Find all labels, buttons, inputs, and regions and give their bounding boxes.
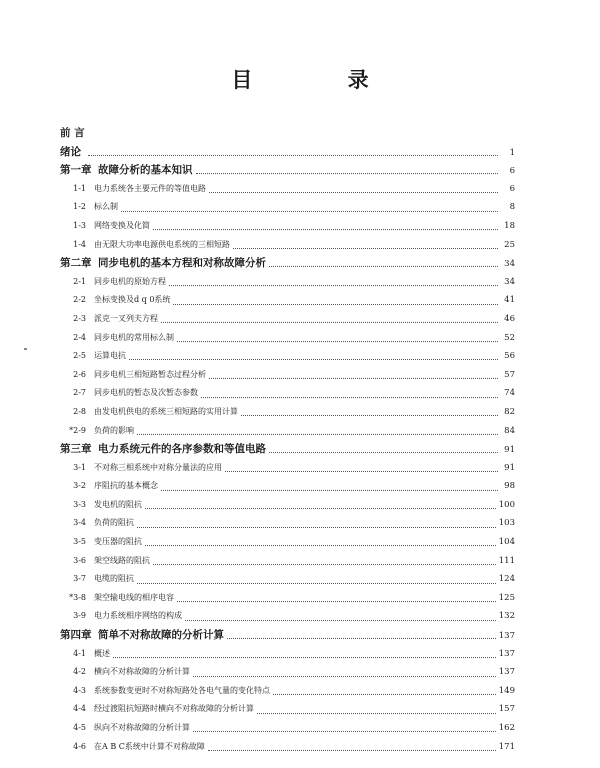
- toc-leader-dots: [113, 656, 496, 658]
- toc-section-row: [60, 570, 515, 589]
- toc-page-number: 91: [504, 462, 515, 473]
- toc-chapter-row: [60, 254, 515, 273]
- toc-leader-dots: [209, 191, 498, 193]
- toc-title: 发电机的阻抗: [94, 499, 142, 509]
- toc-number: 3-5: [73, 537, 86, 547]
- toc-section-row: [60, 589, 515, 608]
- toc-leader-dots: [193, 675, 496, 677]
- toc-page-number: 104: [498, 537, 515, 548]
- toc-page-number: 98: [504, 481, 515, 492]
- toc-number: 2-3: [73, 313, 86, 323]
- toc-leader-dots: [273, 693, 496, 695]
- toc-number: 第二章: [60, 257, 92, 270]
- toc-number: 2-8: [73, 406, 86, 416]
- toc-page-number: 34: [504, 276, 515, 287]
- toc-leader-dots: [137, 582, 496, 584]
- toc-leader-dots: [193, 730, 496, 732]
- toc-title: 同步电机的暂态及次暂态参数: [94, 388, 198, 398]
- toc-section-row: [60, 347, 515, 366]
- page-title: 目 录: [231, 68, 413, 92]
- toc-chapter-row: [60, 143, 515, 162]
- toc-page-number: 137: [498, 667, 515, 678]
- toc-number: 1-3: [73, 220, 86, 230]
- toc-title: 同步电机的基本方程和对称故障分析: [98, 257, 266, 270]
- toc-section-row: [60, 477, 515, 496]
- toc-title: 电力系统元件的各序参数和等值电路: [98, 443, 266, 456]
- toc-title: 派克一叉列夫方程: [94, 313, 158, 323]
- toc-leader-dots: [145, 544, 496, 546]
- toc-title: 横向不对称故障的分析计算: [94, 667, 190, 677]
- toc-section-row: [60, 514, 515, 533]
- toc-number: 2-6: [73, 369, 86, 379]
- toc-section-row: [60, 533, 515, 552]
- toc-leader-dots: [269, 265, 498, 267]
- toc-section-row: [60, 422, 515, 441]
- toc-leader-dots: [137, 433, 498, 435]
- toc-leader-dots: [161, 489, 498, 491]
- toc-leader-dots: [177, 340, 498, 342]
- toc-section-row: [60, 366, 515, 385]
- toc-section-row: [60, 719, 515, 738]
- toc-page-number: 1: [509, 147, 515, 158]
- toc-leader-dots: [129, 358, 498, 360]
- toc-leader-dots: [177, 600, 496, 602]
- toc-title: 概述: [94, 648, 110, 658]
- toc-number: 3-3: [73, 499, 86, 509]
- toc-page-number: 6: [509, 166, 515, 177]
- toc-section-row: [60, 682, 515, 701]
- toc-title: 不对称三相系统中对称分量法的应用: [94, 462, 222, 472]
- toc-page-number: 82: [504, 406, 515, 417]
- toc-page-number: 132: [498, 611, 515, 622]
- toc-title: 电力系统各主要元件的等值电路: [94, 183, 206, 193]
- toc-number: 3-6: [73, 555, 86, 565]
- toc-page-number: 18: [504, 220, 515, 231]
- toc-section-row: [60, 329, 515, 348]
- toc-title: 坐标变换及d q 0系统: [94, 295, 171, 305]
- toc-title: 系统参数变更时不对称短路处各电气量的变化特点: [94, 685, 270, 695]
- toc-number: 3-2: [73, 481, 86, 491]
- toc-page-number: 149: [498, 685, 515, 696]
- toc-number: 1-1: [73, 183, 86, 193]
- toc-page-number: 41: [504, 295, 515, 306]
- toc-title: 电缆的阻抗: [94, 574, 134, 584]
- toc-title: 同步电机的原始方程: [94, 276, 166, 286]
- toc-page-number: 56: [504, 351, 515, 362]
- toc-page-number: 52: [504, 332, 515, 343]
- toc-leader-dots: [173, 303, 498, 305]
- toc-section-row: [60, 663, 515, 682]
- toc-number: 2-5: [73, 351, 86, 361]
- toc-section-row: [60, 236, 515, 255]
- toc-leader-dots: [201, 396, 498, 398]
- toc-page-number: 125: [498, 592, 515, 603]
- toc-leader-dots: [161, 321, 498, 323]
- toc-leader-dots: [257, 712, 496, 714]
- toc-title: 经过渡阻抗短路时横向不对称故障的分析计算: [94, 704, 254, 714]
- toc-leader-dots: [169, 284, 498, 286]
- toc-number: 第四章: [60, 629, 92, 642]
- toc-title: 序阻抗的基本概念: [94, 481, 158, 491]
- toc-page-number: 91: [504, 445, 515, 456]
- toc-number: 前 言: [60, 127, 85, 139]
- toc-number: 2-1: [73, 276, 86, 286]
- toc-title: 网络变换及化简: [94, 220, 150, 230]
- toc-leader-dots: [209, 377, 498, 379]
- toc-page-number: 6: [509, 183, 515, 194]
- toc-title: 负荷的阻抗: [94, 518, 134, 528]
- toc-page-number: 25: [504, 239, 515, 250]
- toc-title: 电力系统相序网络的构成: [94, 611, 182, 621]
- toc-number: 2-7: [73, 388, 86, 398]
- toc-page-number: 111: [498, 555, 515, 566]
- toc-section-row: [60, 738, 515, 757]
- toc-number: 4-4: [73, 704, 86, 714]
- toc-number: 3-7: [73, 574, 86, 584]
- toc-leader-dots: [225, 470, 498, 472]
- toc-section-row: [60, 198, 515, 217]
- toc-section-row: [60, 459, 515, 478]
- toc-leader-dots: [153, 228, 498, 230]
- toc-section-row: [60, 607, 515, 626]
- toc-chapter-row: [60, 161, 515, 180]
- toc-page-number: 57: [504, 369, 515, 380]
- toc-page-number: 103: [498, 518, 515, 529]
- toc-number: 4-3: [73, 685, 86, 695]
- toc-title: 故障分析的基本知识: [98, 164, 193, 177]
- toc-number: 第三章: [60, 443, 92, 456]
- toc-section-row: [60, 384, 515, 403]
- toc-chapter-row: [60, 626, 515, 645]
- toc-number: 2-2: [73, 295, 86, 305]
- toc-chapter-row: [60, 124, 515, 143]
- toc-title: 负荷的影响: [94, 425, 134, 435]
- toc-leader-dots: [241, 414, 498, 416]
- toc-number: *3-8: [69, 592, 86, 602]
- toc-leader-dots: [137, 526, 496, 528]
- toc-number: 绪论: [60, 145, 81, 158]
- toc-leader-dots: [145, 507, 496, 509]
- toc-leader-dots: [233, 247, 498, 249]
- toc-section-row: [60, 291, 515, 310]
- toc-title: 由无限大功率电源供电系统的三相短路: [94, 239, 230, 249]
- toc-leader-dots: [185, 619, 496, 621]
- toc-number: 2-4: [73, 332, 86, 342]
- toc-section-row: [60, 552, 515, 571]
- toc-title: 运算电抗: [94, 351, 126, 361]
- toc-section-row: [60, 700, 515, 719]
- toc-number: 1-2: [73, 202, 86, 212]
- toc-title: 变压器的阻抗: [94, 537, 142, 547]
- toc-title: 同步电机三相短路暂态过程分析: [94, 369, 206, 379]
- toc-page-number: 8: [509, 202, 515, 213]
- toc-title: 在A B C系统中计算不对称故障: [94, 741, 205, 751]
- toc-page-number: 74: [504, 388, 515, 399]
- toc-title: 标么制: [94, 202, 118, 212]
- toc-number: 4-5: [73, 723, 86, 732]
- toc-section-row: [60, 403, 515, 422]
- toc-leader-dots: [208, 749, 496, 751]
- scan-speck: [24, 348, 27, 350]
- toc-page-number: 124: [498, 574, 515, 585]
- toc-leader-dots: [88, 154, 498, 156]
- toc-number: 3-1: [73, 462, 86, 472]
- toc-number: *2-9: [69, 425, 86, 435]
- toc-section-row: [60, 645, 515, 664]
- toc-leader-dots: [153, 563, 496, 565]
- toc-page-number: 84: [504, 425, 515, 436]
- toc-leader-dots: [121, 210, 498, 212]
- toc-title: 由发电机供电的系统三相短路的实用计算: [94, 406, 238, 416]
- toc-leader-dots: [196, 172, 499, 174]
- toc-number: 4-1: [73, 648, 86, 658]
- toc-number: 4-6: [73, 741, 86, 751]
- toc-page-number: 46: [504, 313, 515, 324]
- toc-section-row: [60, 310, 515, 329]
- toc-number: 第一章: [60, 164, 92, 177]
- toc-title: 架空输电线的相序电容: [94, 592, 174, 602]
- toc-section-row: [60, 273, 515, 292]
- toc-number: 1-4: [73, 239, 86, 249]
- toc-chapter-row: [60, 440, 515, 459]
- toc-title: 架空线路的阻抗: [94, 555, 150, 565]
- toc-title: 纵向不对称故障的分析计算: [94, 723, 190, 732]
- toc-title: 简单不对称故障的分析计算: [98, 629, 224, 642]
- toc-page-number: 34: [504, 259, 515, 270]
- toc-page-number: 157: [498, 704, 515, 715]
- toc-page-number: 100: [498, 499, 515, 510]
- toc-number: 3-9: [73, 611, 86, 621]
- toc-number: 3-4: [73, 518, 86, 528]
- toc-section-row: [60, 180, 515, 199]
- table-of-contents: [60, 124, 515, 756]
- toc-section-row: [60, 496, 515, 515]
- toc-page-number: 162: [498, 723, 515, 733]
- toc-number: 4-2: [73, 667, 86, 677]
- toc-title: 同步电机的常用标么制: [94, 332, 174, 342]
- toc-section-row: [60, 217, 515, 236]
- toc-page-number: 171: [498, 741, 515, 752]
- toc-page-number: 137: [498, 631, 515, 642]
- toc-leader-dots: [269, 451, 498, 453]
- toc-page-number: 137: [498, 648, 515, 659]
- toc-leader-dots: [227, 637, 496, 639]
